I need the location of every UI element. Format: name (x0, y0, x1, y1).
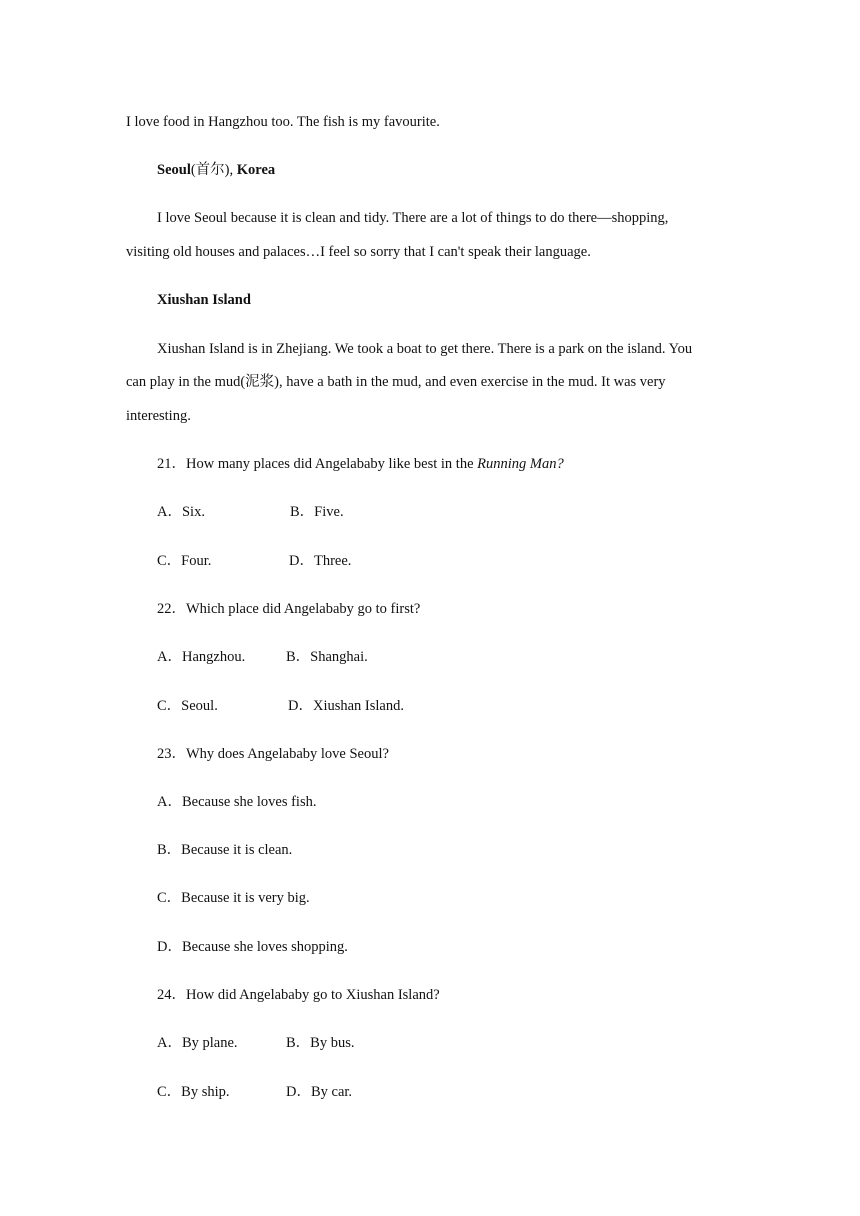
question-21-option-c: C．Four. (157, 553, 212, 569)
question-23-option-a: A．Because she loves fish. (157, 794, 317, 810)
passage-hangzhou-line: I love food in Hangzhou too. The fish is my favourite. (126, 114, 440, 130)
question-22-option-c: C．Seoul. (157, 698, 218, 714)
question-21-option-a: A．Six. (157, 504, 205, 520)
question-23-stem: 23．Why does Angelababy love Seoul? (157, 746, 389, 762)
heading-seoul-cn: (首尔), (190, 162, 237, 178)
heading-seoul-name: Seoul (157, 162, 191, 178)
section-heading-xiushan: Xiushan Island (157, 292, 251, 308)
question-21-italic: Running Man? (477, 456, 564, 472)
question-24-stem: 24．How did Angelababy go to Xiushan Island? (157, 987, 440, 1003)
question-22-option-a: A．Hangzhou. (157, 649, 246, 665)
passage-xiushan-line-1: Xiushan Island is in Zhejiang. We took a boat to get there. There is a park on the island. You (157, 341, 693, 357)
question-22-option-d: D．Xiushan Island. (288, 698, 404, 714)
question-21-option-b: B．Five. (290, 504, 344, 520)
question-23-option-c: C．Because it is very big. (157, 890, 310, 906)
question-21-stem (157, 454, 564, 474)
passage-xiushan-line-2: can play in the mud(泥浆), have a bath in the mud, and even exercise in the mud. It was very (126, 374, 666, 390)
question-22-stem: 22．Which place did Angelababy go to first? (157, 601, 421, 617)
passage-xiushan-line-3: interesting. (126, 408, 191, 424)
question-24-option-b: B．By bus. (286, 1035, 355, 1051)
question-24-option-a: A．By plane. (157, 1035, 238, 1051)
question-22-option-b: B．Shanghai. (286, 649, 368, 665)
question-24-option-d: D．By car. (286, 1084, 353, 1100)
passage-seoul-line-2: visiting old houses and palaces…I feel so sorry that I can't speak their language. (126, 244, 591, 260)
question-24-option-c: C．By ship. (157, 1084, 230, 1100)
section-heading-seoul (157, 160, 275, 180)
question-21-option-d: D．Three. (289, 553, 352, 569)
passage-seoul-line-1: I love Seoul because it is clean and tidy. There are a lot of things to do there—shopping, (157, 210, 669, 226)
question-21-text: 21．How many places did Angelababy like best in the (157, 456, 478, 472)
heading-seoul-country: Korea (236, 162, 276, 178)
question-23-option-d: D．Because she loves shopping. (157, 939, 348, 955)
question-23-option-b: B．Because it is clean. (157, 842, 293, 858)
